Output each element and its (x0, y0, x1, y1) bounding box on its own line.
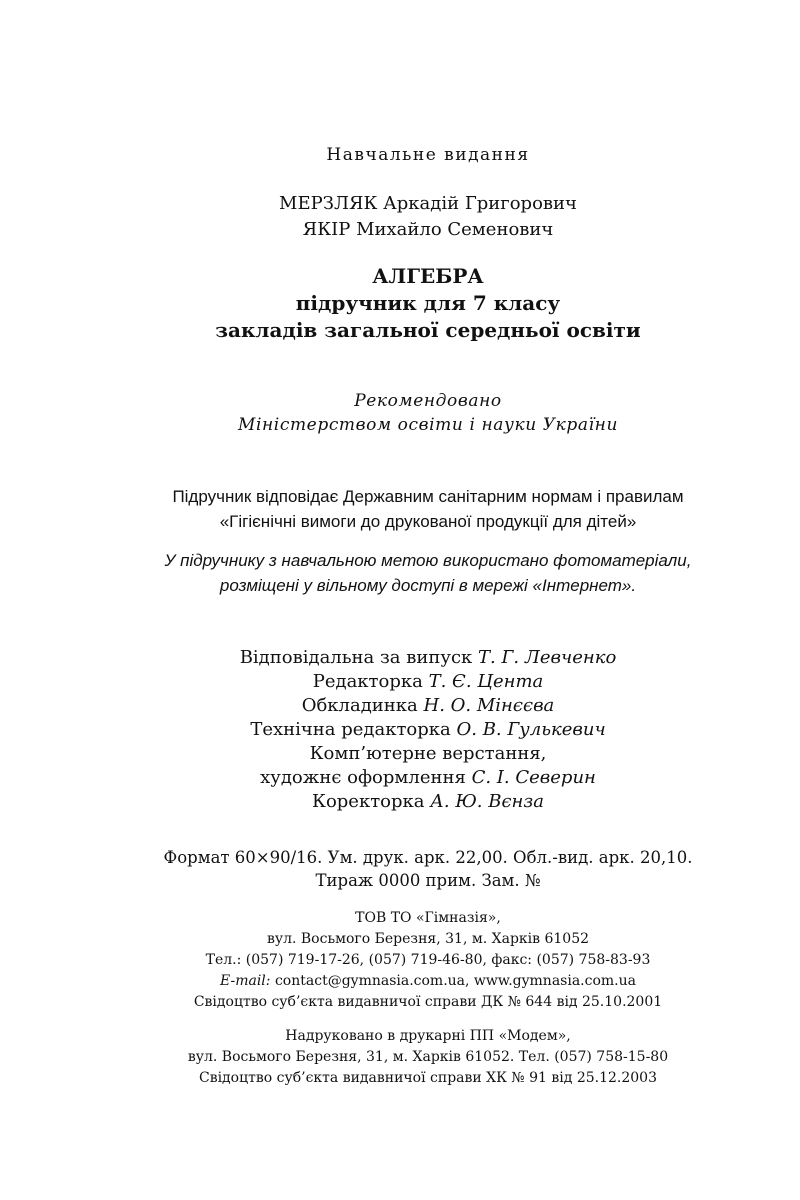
format-line: Формат 60×90/16. Ум. друк. арк. 22,00. Обл.-вид. арк. 20,10. (163, 848, 693, 867)
book-subtitle: закладів загальної середньої освіти (215, 318, 641, 342)
sanitary-note: «Гігієнічні вимоги до друкованої продукції для дітей» (219, 512, 637, 531)
credit-line (0, 791, 800, 812)
recommendation: Рекомендовано (354, 391, 502, 411)
sanitary-note: Підручник відповідає Державним санітарним нормам і правилам (172, 487, 684, 506)
photo-note: розміщені у вільному доступі в мережі «Інтернет». (219, 576, 637, 595)
author-line: МЕРЗЛЯК Аркадій Григорович (279, 193, 577, 214)
photo-note: У підручнику з навчальною метою використано фотоматеріали, (164, 551, 692, 570)
credit-role: Технічна редакторка (250, 719, 451, 740)
credit-line (0, 671, 800, 692)
publisher-contacts (0, 973, 800, 989)
printer-line: Надруковано в друкарні ПП «Модем», (285, 1028, 571, 1044)
credit-name: О. В. Гулькевич (456, 719, 606, 740)
publisher-certificate: Свідоцтво суб’єкта видавничої справи ДК № 644 від 25.10.2001 (193, 994, 663, 1010)
recommendation: Міністерством освіти і науки України (237, 415, 619, 435)
credit-role: Обкладинка (301, 695, 418, 716)
format-line: Тираж 0000 прим. Зам. № (315, 871, 541, 890)
book-subtitle: підручник для 7 класу (295, 291, 561, 315)
printer-line: вул. Восьмого Березня, 31, м. Харків 61052. Тел. (057) 758-15-80 (187, 1049, 669, 1065)
credit-line (0, 647, 800, 668)
credit-line (0, 719, 800, 740)
credit-role: Редакторка (312, 671, 423, 692)
credit-role: Коректорка (312, 791, 425, 812)
email-label: E-mail: (220, 973, 271, 989)
credit-name: А. Ю. Вєнза (430, 791, 544, 812)
printer-line: Свідоцтво суб’єкта видавничої справи ХК № 91 від 25.12.2003 (198, 1070, 657, 1086)
publisher-phones: Тел.: (057) 719-17-26, (057) 719-46-80, факс: (057) 758-83-93 (205, 952, 651, 968)
edition-type: Навчальне видання (326, 145, 530, 165)
credit-line (0, 767, 800, 788)
credit-name: Н. О. Мінєєва (423, 695, 555, 716)
author-line: ЯКІР Михайло Семенович (302, 219, 554, 240)
credit-name: Т. Є. Цента (428, 671, 544, 692)
credit-role: Відповідальна за випуск (239, 647, 473, 668)
email-web: contact@gymnasia.com.ua, www.gymnasia.com.ua (274, 973, 636, 989)
book-title: АЛГЕБРА (372, 264, 484, 288)
publisher-name: ТОВ ТО «Гімназія», (355, 910, 501, 926)
publisher-address: вул. Восьмого Березня, 31, м. Харків 61052 (266, 931, 590, 947)
credit-line (0, 743, 800, 764)
credit-line (0, 695, 800, 716)
credit-role: художнє оформлення (260, 767, 466, 788)
credit-role: Комп’ютерне верстання, (309, 743, 547, 764)
credit-name: Т. Г. Левченко (478, 647, 617, 668)
credit-name: С. І. Северин (471, 767, 596, 788)
